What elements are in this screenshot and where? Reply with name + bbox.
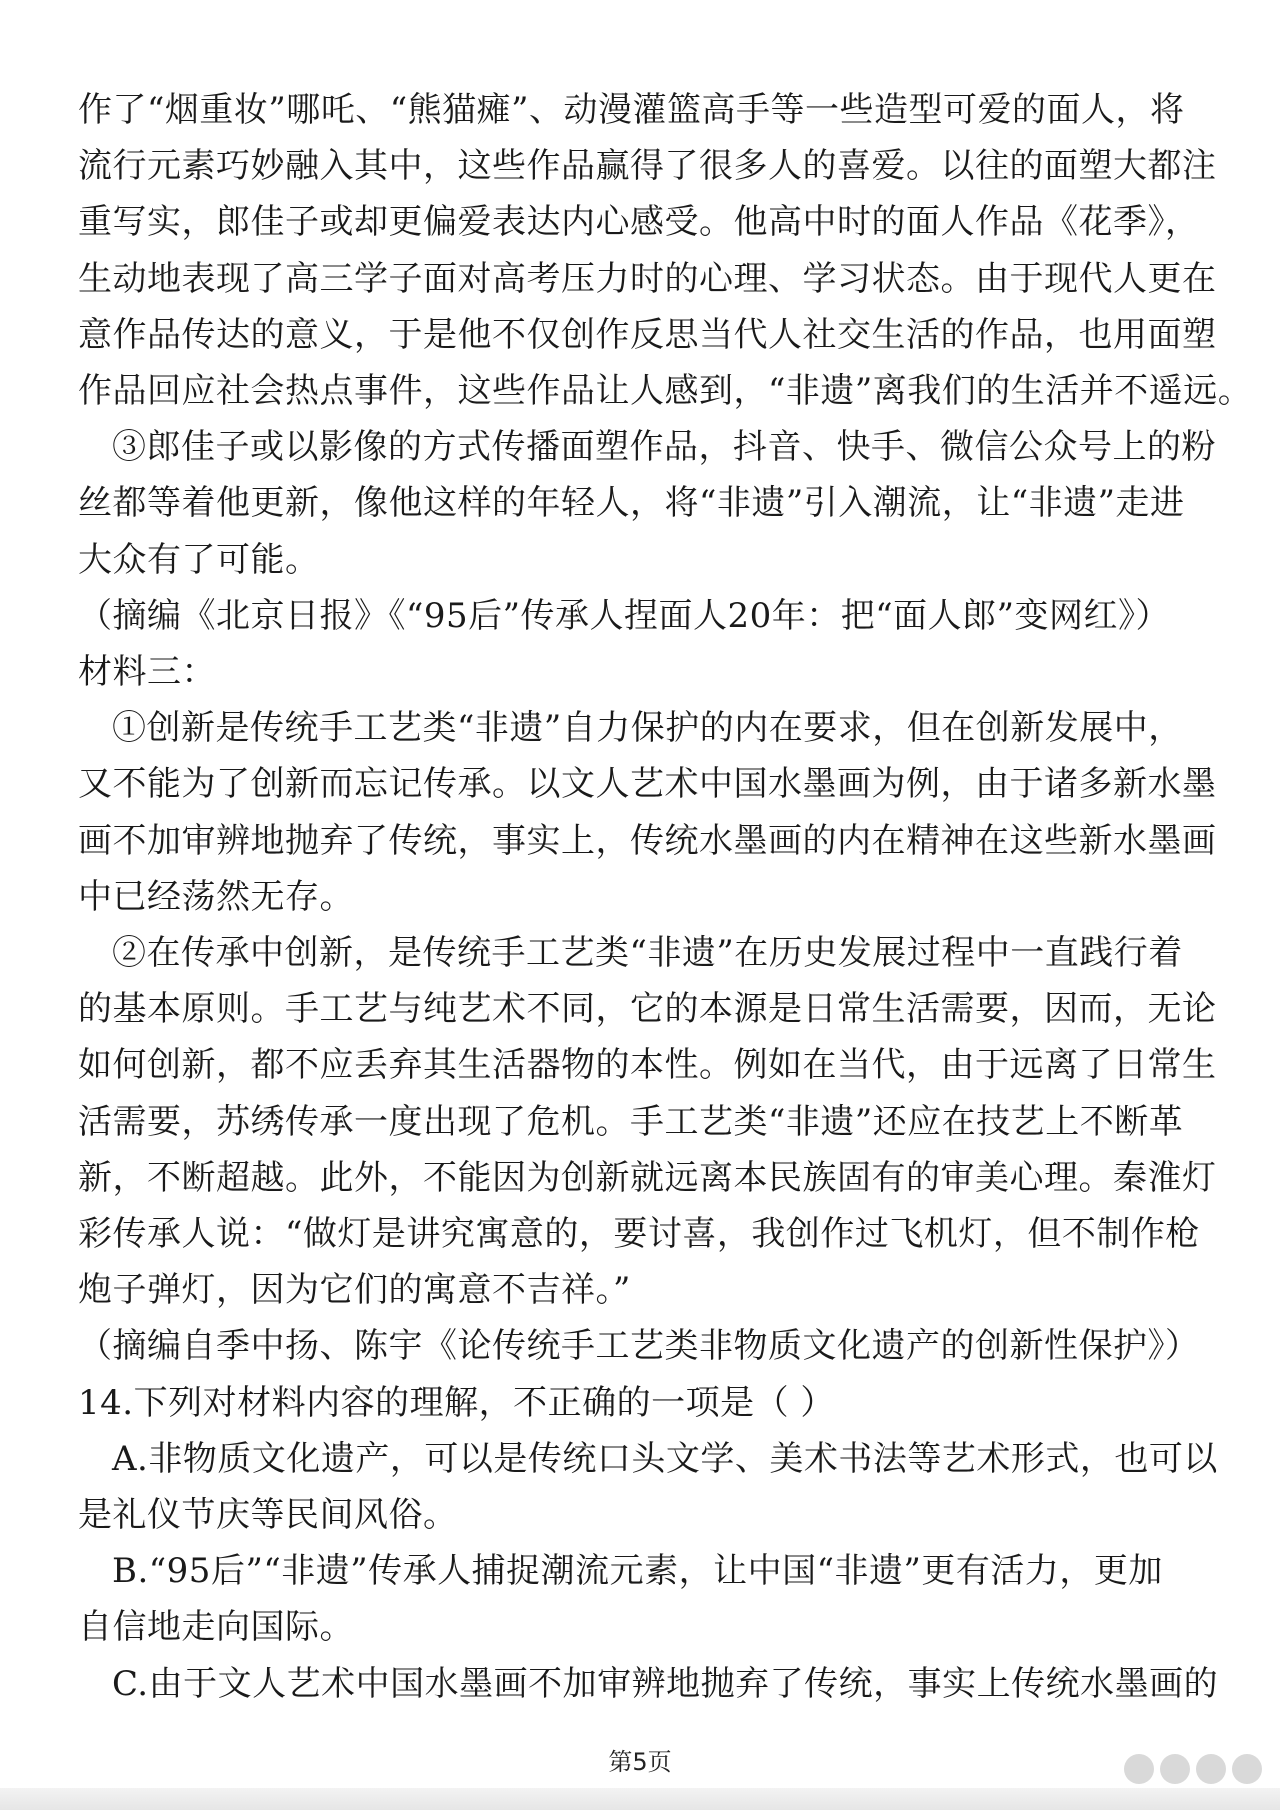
paragraph-start: ③郎佳子或以影像的方式传播面塑作品，抖音、快手、微信公众号上的粉 [112, 427, 1216, 468]
text-line: 的基本原则。手工艺与纯艺术不同，它的本源是日常生活需要，因而，无论 [78, 989, 1217, 1030]
text-line: 意作品传达的意义，于是他不仅创作反思当代人社交生活的作品，也用面塑 [78, 314, 1217, 355]
bottom-bar [0, 1788, 1280, 1810]
text-line: 重写实，郎佳子或却更偏爱表达内心感受。他高中时的面人作品《花季》， [78, 202, 1200, 243]
section-heading: 材料三： [78, 652, 216, 693]
source-citation: （摘编自季中扬、陈宇《论传统手工艺类非物质文化遗产的创新性保护》） [78, 1326, 1200, 1367]
dot-icon [1196, 1754, 1226, 1784]
text-line: 中已经荡然无存。 [78, 876, 354, 917]
text-line: 生动地表现了高三学子面对高考压力时的心理、学习状态。由于现代人更在 [78, 258, 1217, 299]
dot-icon [1124, 1754, 1154, 1784]
paragraph-start: ①创新是传统手工艺类“非遗”自力保护的内在要求，但在创新发展中， [112, 708, 1183, 749]
dot-icon [1232, 1754, 1262, 1784]
document-body [78, 82, 1253, 1712]
text-line: 流行元素巧妙融入其中，这些作品赢得了很多人的喜爱。以往的面塑大都注 [78, 146, 1217, 187]
text-line: 如何创新，都不应丢弃其生活器物的本性。例如在当代，由于远离了日常生 [78, 1045, 1217, 1086]
text-line: 作品回应社会热点事件，这些作品让人感到，“非遗”离我们的生活并不遥远。 [78, 371, 1253, 412]
text-line: 彩传承人说：“做灯是讲究寓意的，要讨喜，我创作过飞机灯，但不制作枪 [78, 1214, 1200, 1255]
text-line: 炮子弹灯，因为它们的寓意不吉祥。” [78, 1270, 631, 1311]
page-number: 第5页 [608, 1748, 672, 1776]
dot-icon [1160, 1754, 1190, 1784]
text-line: 画不加审辨地抛弃了传统，事实上，传统水墨画的内在精神在这些新水墨画 [78, 820, 1217, 861]
text-line: 活需要，苏绣传承一度出现了危机。手工艺类“非遗”还应在技艺上不断革 [78, 1101, 1184, 1142]
option-a: A.非物质文化遗产，可以是传统口头文学、美术书法等艺术形式，也可以 [112, 1438, 1218, 1479]
option-a-continued: 是礼仪节庆等民间风俗。 [78, 1495, 458, 1536]
text-line: 大众有了可能。 [78, 539, 320, 580]
paragraph-start: ②在传承中创新，是传统手工艺类“非遗”在历史发展过程中一直践行着 [112, 933, 1183, 974]
text-line: 又不能为了创新而忘记传承。以文人艺术中国水墨画为例，由于诸多新水墨 [78, 764, 1217, 805]
option-b-continued: 自信地走向国际。 [78, 1607, 354, 1648]
text-line: 作了“烟重妆”哪吒、“熊猫瘫”、动漫灌篮高手等一些造型可爱的面人，将 [78, 90, 1185, 130]
option-c: C.由于文人艺术中国水墨画不加审辨地抛弃了传统，事实上传统水墨画的 [112, 1663, 1219, 1704]
option-b: B.“95后”“非遗”传承人捕捉潮流元素，让中国“非遗”更有活力，更加 [112, 1551, 1163, 1592]
text-line: 新，不断超越。此外，不能因为创新就远离本民族固有的审美心理。秦淮灯 [78, 1157, 1217, 1198]
scrollbar-dots [1124, 1754, 1262, 1784]
text-line: 丝都等着他更新，像他这样的年轻人，将“非遗”引入潮流，让“非遗”走进 [78, 483, 1185, 524]
source-citation: （摘编《北京日报》《“95后”传承人捏面人20年：把“面人郎”变网红》） [78, 595, 1171, 636]
question-stem: 14.下列对材料内容的理解，不正确的一项是（ ） [78, 1382, 835, 1423]
